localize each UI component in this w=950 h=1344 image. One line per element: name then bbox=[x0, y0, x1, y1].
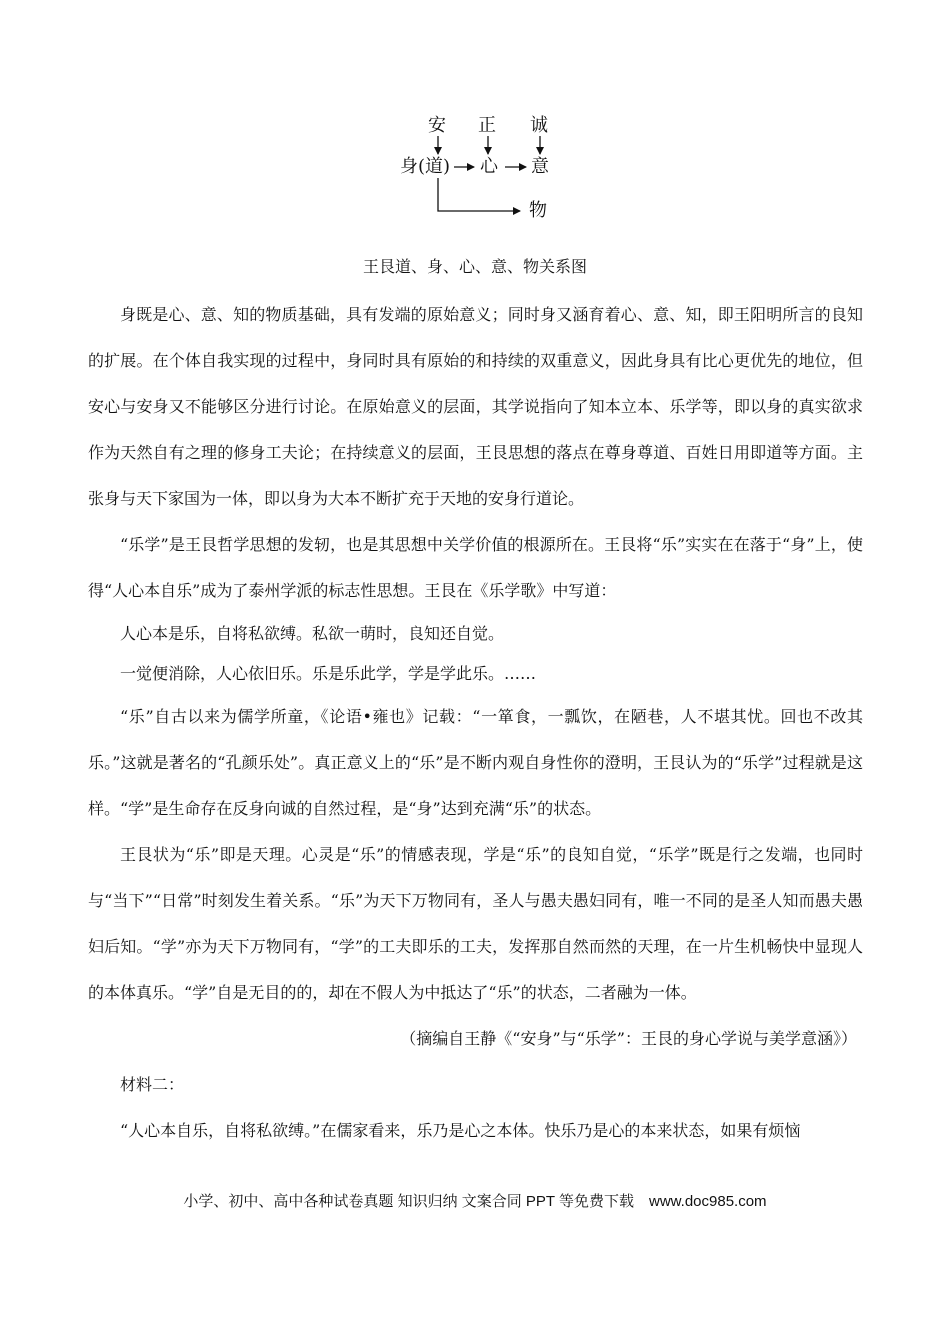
node-intent: 意 bbox=[531, 156, 549, 177]
paragraph-5: “人心本自乐，自将私欲缚。”在儒家看来，乐乃是心之本体。快乐乃是心的本来状态，如果有烦恼 bbox=[120, 1121, 801, 1140]
node-an: 安 bbox=[428, 115, 446, 136]
arrow-body-to-object bbox=[438, 178, 520, 211]
article-body bbox=[88, 292, 863, 1154]
paragraph-2: “乐学”是王艮哲学思想的发轫，也是其思想中关学价值的根源所在。王艮将“乐”实实在在落于“身”上，使得“人心本自乐”成为了泰州学派的标志性思想。王艮在《乐学歌》中写道： bbox=[88, 535, 863, 600]
node-zheng: 正 bbox=[478, 115, 496, 136]
node-cheng: 诚 bbox=[530, 115, 548, 136]
source-citation: （摘编自王静《“安身”与“乐学”：王艮的身心学说与美学意涵》） bbox=[400, 1029, 857, 1048]
paragraph-3: “乐”自古以来为儒学所童，《论语•雍也》记载：“一箪食，一瓢饮，在陋巷，人不堪其忧。回也不改其乐。”这就是著名的“孔颜乐处”。真正意义上的“乐”是不断内观自身性你的澄明，王艮认为的“乐学”过程就是这样。“学”是生命存在反身向诚的自然过程，是“身”达到充满“乐”的状态。 bbox=[88, 707, 863, 818]
relation-diagram bbox=[390, 110, 580, 230]
verse-line-1: 人心本是乐，自将私欲缚。私欲一萌时，良知还自觉。 bbox=[120, 624, 505, 643]
paragraph-1: 身既是心、意、知的物质基础，具有发端的原始意义；同时身又涵育着心、意、知，即王阳明所言的良知的扩展。在个体自我实现的过程中，身同时具有原始的和持续的双重意义，因此身具有比心更优先的地位，但安心与安身又不能够区分进行讨论。在原始意义的层面，其学说指向了知本立本、乐学等，即以身的真实欲求作为天然自有之理的修身工夫论；在持续意义的层面，王艮思想的落点在尊身尊道、百姓日用即道等方面。主张身与天下家国为一体，即以身为大本不断扩充于天地的安身行道论。 bbox=[88, 305, 863, 508]
node-heart: 心 bbox=[480, 156, 498, 177]
footer-banner: 小学、初中、高中各种试卷真题 知识归纳 文案合同 PPT 等免费下载 www.doc985.com bbox=[183, 1193, 767, 1210]
diagram-caption: 王艮道、身、心、意、物关系图 bbox=[362, 257, 587, 276]
material-label: 材料二： bbox=[120, 1075, 185, 1094]
verse-line-2: 一觉便消除，人心依旧乐。乐是乐此学，学是学此乐。…… bbox=[120, 664, 537, 683]
node-body-dao: 身(道) bbox=[400, 156, 451, 177]
paragraph-4: 王艮状为“乐”即是天理。心灵是“乐”的情感表现，学是“乐”的良知自觉，“乐学”既是行之发端，也同时与“当下”“日常”时刻发生着关系。“乐”为天下万物同有，圣人与愚夫愚妇同有，唯一不同的是圣人知而愚夫愚妇后知。“学”亦为天下万物同有，“学”的工夫即乐的工夫，发挥那自然而然的天理，在一片生机畅快中显现人的本体真乐。“学”自是无目的的，却在不假人为中抵达了“乐”的状态，二者融为一体。 bbox=[88, 845, 863, 1002]
node-object: 物 bbox=[529, 200, 547, 221]
